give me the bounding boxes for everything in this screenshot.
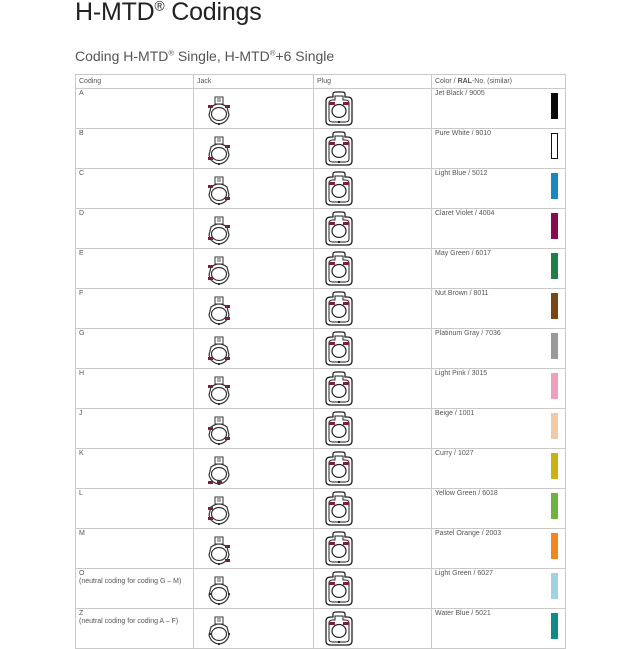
jack-connector-icon: [205, 495, 233, 527]
coding-letter: J: [79, 410, 83, 417]
plug-cell: [314, 569, 432, 609]
plug-cell: [314, 89, 432, 129]
plug-cell: [314, 529, 432, 569]
color-cell: [432, 369, 566, 409]
color-swatch: [551, 573, 558, 599]
jack-connector-icon: [205, 415, 233, 447]
coding-cell: [76, 409, 194, 449]
jack-cell: [194, 169, 314, 209]
color-cell: [432, 249, 566, 289]
title-text: H-MTD: [75, 0, 155, 26]
header-color-ral: RAL: [457, 78, 472, 85]
coding-cell: [76, 529, 194, 569]
color-ral-label: Claret Violet / 4004: [435, 210, 495, 217]
color-cell: [432, 449, 566, 489]
header-color-suffix: -No. (similar): [471, 78, 513, 85]
table-row: [76, 209, 566, 249]
color-swatch: [551, 493, 558, 519]
table-row: [76, 609, 566, 649]
color-swatch: [551, 613, 558, 639]
jack-cell: [194, 489, 314, 529]
color-cell: [432, 289, 566, 329]
plug-cell: [314, 609, 432, 649]
color-cell: [432, 89, 566, 129]
color-ral-label: Jet Black / 9005: [435, 90, 485, 97]
plug-cell: [314, 369, 432, 409]
jack-connector-icon: [205, 335, 233, 367]
color-cell: [432, 409, 566, 449]
coding-letter: A: [79, 90, 84, 97]
color-swatch: [551, 93, 558, 119]
header-coding: Coding: [76, 75, 194, 89]
jack-connector-icon: [205, 175, 233, 207]
table-row: [76, 369, 566, 409]
table-row: [76, 529, 566, 569]
jack-connector-icon: [205, 375, 233, 407]
title-suffix: Codings: [164, 0, 262, 26]
color-swatch: [551, 333, 558, 359]
color-cell: [432, 609, 566, 649]
table-row: [76, 289, 566, 329]
color-ral-label: Water Blue / 5021: [435, 610, 491, 617]
color-swatch: [551, 533, 558, 559]
coding-cell: [76, 489, 194, 529]
plug-cell: [314, 249, 432, 289]
coding-letter: F: [79, 290, 84, 297]
table-row: [76, 129, 566, 169]
coding-cell: [76, 329, 194, 369]
color-ral-label: Nut Brown / 8011: [435, 290, 489, 297]
jack-connector-icon: [205, 215, 233, 247]
coding-letter: M: [79, 530, 85, 537]
plug-connector-icon: [322, 91, 356, 127]
coding-letter: K: [79, 450, 84, 457]
jack-cell: [194, 409, 314, 449]
table-row: [76, 409, 566, 449]
coding-letter: G: [79, 330, 85, 337]
color-cell: [432, 209, 566, 249]
plug-connector-icon: [322, 211, 356, 247]
jack-cell: [194, 369, 314, 409]
color-ral-label: Light Pink / 3015: [435, 370, 488, 377]
color-swatch: [551, 213, 558, 239]
plug-connector-icon: [322, 131, 356, 167]
plug-connector-icon: [322, 571, 356, 607]
color-ral-label: Light Green / 6027: [435, 570, 493, 577]
coding-letter: O: [79, 570, 85, 577]
jack-connector-icon: [205, 135, 233, 167]
plug-cell: [314, 409, 432, 449]
subtitle-part: Single, H-MTD: [174, 48, 270, 64]
color-swatch: [551, 413, 558, 439]
page-title: [75, 0, 262, 27]
color-cell: [432, 329, 566, 369]
coding-letter: E: [79, 250, 84, 257]
coding-letter: B: [79, 130, 84, 137]
color-cell: [432, 569, 566, 609]
color-cell: [432, 169, 566, 209]
coding-cell: [76, 169, 194, 209]
color-ral-label: Yellow Green / 6018: [435, 490, 498, 497]
jack-connector-icon: [205, 455, 233, 487]
plug-cell: [314, 449, 432, 489]
color-ral-label: Platinum Gray / 7036: [435, 330, 501, 337]
color-swatch: [551, 173, 558, 199]
plug-cell: [314, 129, 432, 169]
color-swatch: [551, 133, 558, 159]
plug-connector-icon: [322, 611, 356, 647]
coding-letter: Z: [79, 610, 84, 617]
coding-letter: H: [79, 370, 85, 377]
registered-mark: ®: [154, 0, 165, 14]
coding-cell: [76, 129, 194, 169]
table-row: [76, 449, 566, 489]
header-color-prefix: Color /: [435, 78, 458, 85]
coding-letter: D: [79, 210, 85, 217]
jack-connector-icon: [205, 295, 233, 327]
table-row: [76, 489, 566, 529]
plug-connector-icon: [322, 291, 356, 327]
table-header-row: [76, 75, 566, 89]
coding-cell: [76, 369, 194, 409]
coding-note: (neutral coding for coding G – M): [79, 578, 182, 585]
plug-connector-icon: [322, 531, 356, 567]
coding-cell: [76, 89, 194, 129]
color-ral-label: Pure White / 9010: [435, 130, 492, 137]
section-subtitle: [75, 48, 334, 64]
color-cell: [432, 529, 566, 569]
jack-cell: [194, 329, 314, 369]
plug-connector-icon: [322, 371, 356, 407]
coding-note: (neutral coding for coding A – F): [79, 618, 179, 625]
plug-connector-icon: [322, 171, 356, 207]
color-swatch: [551, 373, 558, 399]
plug-cell: [314, 289, 432, 329]
table-row: [76, 169, 566, 209]
coding-cell: [76, 209, 194, 249]
header-color: [432, 75, 566, 89]
table-row: [76, 569, 566, 609]
plug-connector-icon: [322, 331, 356, 367]
table-row: [76, 329, 566, 369]
subtitle-part: +6 Single: [275, 48, 335, 64]
color-ral-label: Pastel Orange / 2003: [435, 530, 502, 537]
jack-cell: [194, 569, 314, 609]
color-swatch: [551, 293, 558, 319]
coding-cell: [76, 609, 194, 649]
plug-connector-icon: [322, 411, 356, 447]
jack-cell: [194, 529, 314, 569]
jack-cell: [194, 289, 314, 329]
jack-cell: [194, 609, 314, 649]
color-cell: [432, 129, 566, 169]
table-row: [76, 89, 566, 129]
color-cell: [432, 489, 566, 529]
plug-connector-icon: [322, 251, 356, 287]
jack-cell: [194, 209, 314, 249]
color-ral-label: Curry / 1027: [435, 450, 474, 457]
registered-mark: ®: [168, 48, 175, 58]
jack-connector-icon: [205, 95, 233, 127]
coding-letter: C: [79, 170, 85, 177]
codings-table: [75, 74, 566, 649]
jack-cell: [194, 89, 314, 129]
coding-cell: [76, 249, 194, 289]
jack-connector-icon: [205, 615, 233, 647]
color-ral-label: Light Blue / 5012: [435, 170, 488, 177]
plug-cell: [314, 489, 432, 529]
color-ral-label: May Green / 6017: [435, 250, 492, 257]
table-row: [76, 249, 566, 289]
color-swatch: [551, 453, 558, 479]
plug-connector-icon: [322, 491, 356, 527]
jack-cell: [194, 129, 314, 169]
color-swatch: [551, 253, 558, 279]
jack-connector-icon: [205, 535, 233, 567]
coding-letter: L: [79, 490, 83, 497]
jack-connector-icon: [205, 255, 233, 287]
header-plug: Plug: [314, 75, 432, 89]
header-jack: Jack: [194, 75, 314, 89]
plug-cell: [314, 329, 432, 369]
jack-cell: [194, 249, 314, 289]
jack-cell: [194, 449, 314, 489]
plug-cell: [314, 169, 432, 209]
subtitle-part: Coding H-MTD: [75, 48, 169, 64]
coding-cell: [76, 289, 194, 329]
coding-cell: [76, 569, 194, 609]
registered-mark: ®: [269, 48, 276, 58]
plug-cell: [314, 209, 432, 249]
jack-connector-icon: [205, 575, 233, 607]
coding-cell: [76, 449, 194, 489]
plug-connector-icon: [322, 451, 356, 487]
color-ral-label: Beige / 1001: [435, 410, 475, 417]
